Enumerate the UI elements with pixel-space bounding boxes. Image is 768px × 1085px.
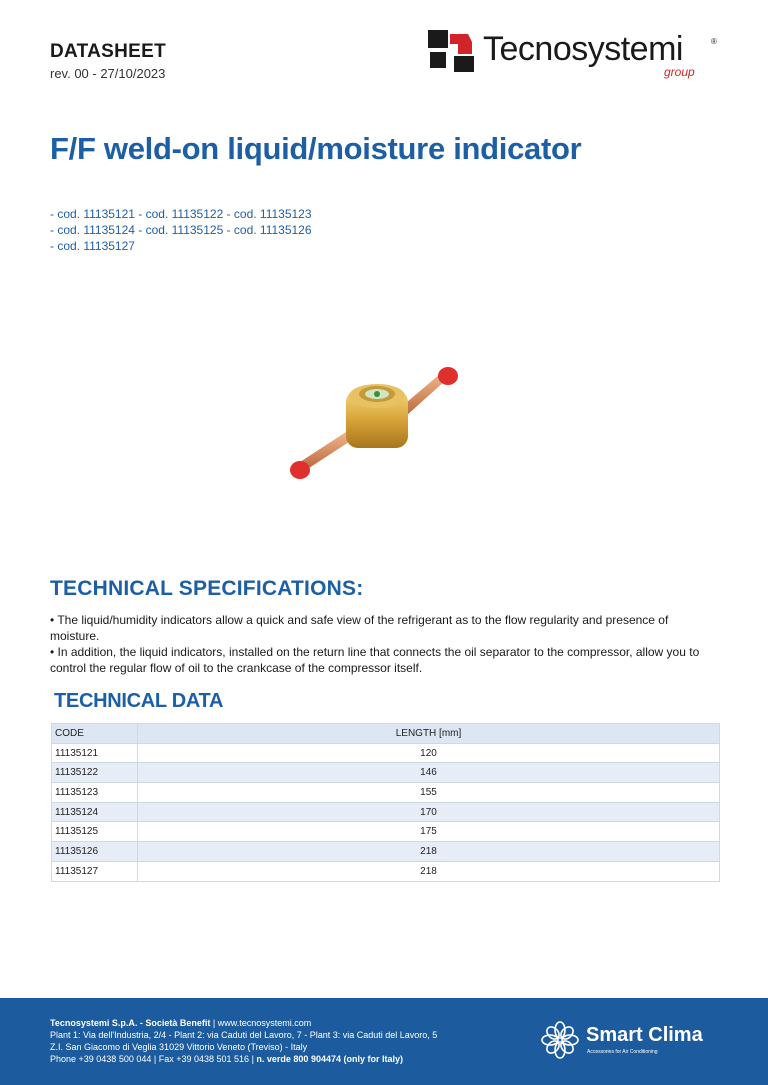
code-cell: 11135126 <box>52 842 138 862</box>
table-row <box>52 802 720 822</box>
smart-clima-logo <box>540 1020 730 1060</box>
green-number: n. verde 800 904474 (only for Italy) <box>256 1054 403 1064</box>
table-row <box>52 822 720 842</box>
code-cell: 11135123 <box>52 783 138 803</box>
specification-bullet: • The liquid/humidity indicators allow a quick and safe view of the refrigerant as to the flow regularity and presence of moisture. <box>50 613 669 643</box>
specification-bullet: • In addition, the liquid indicators, installed on the return line that connects the oil separator to the compressor, allow you to control the regular flow of oil to the crankcase of the compressor itself. <box>50 645 700 675</box>
code-cell: 11135121 <box>52 743 138 763</box>
fax-number: Fax +39 0438 501 516 <box>158 1054 250 1064</box>
product-codes-line: - cod. 11135124 - cod. 11135125 - cod. 11135126 <box>50 223 312 237</box>
code-cell: 11135124 <box>52 802 138 822</box>
company-name: Tecnosystemi S.p.A. - Società Benefit <box>50 1018 211 1028</box>
length-cell: 170 <box>138 802 720 822</box>
page-title: F/F weld-on liquid/moisture indicator <box>50 131 582 166</box>
technical-data-heading: TECHNICAL DATA <box>54 690 224 712</box>
code-cell: 11135127 <box>52 861 138 881</box>
table-row <box>52 763 720 783</box>
code-cell: 11135122 <box>52 763 138 783</box>
length-cell: 120 <box>138 743 720 763</box>
smart-clima-wordmark: Smart Clima <box>586 1024 703 1046</box>
logo-wordmark: Tecnosystemi <box>483 30 683 68</box>
smart-clima-tagline: Accessories for Air Conditioning <box>587 1049 658 1055</box>
tecnosystemi-mark-icon <box>428 30 476 74</box>
length-cell: 218 <box>138 842 720 862</box>
table-row <box>52 842 720 862</box>
logo-group-label: group <box>664 65 695 79</box>
table-row <box>52 861 720 881</box>
footer-separator: | <box>212 1018 218 1028</box>
length-cell: 155 <box>138 783 720 803</box>
table-row <box>52 743 720 763</box>
column-header-code: CODE <box>52 724 138 744</box>
product-codes-line: - cod. 11135121 - cod. 11135122 - cod. 11135123 <box>50 207 312 221</box>
table-header-row <box>52 724 720 744</box>
product-codes-line: - cod. 11135127 <box>50 239 135 253</box>
length-cell: 146 <box>138 763 720 783</box>
table-row <box>52 783 720 803</box>
column-header-length: LENGTH [mm] <box>138 724 720 744</box>
logo-registered-mark: ® <box>711 37 717 46</box>
plant-addresses: Plant 1: Via dell'Industria, 2/4 - Plant 2: via Caduti del Lavoro, 7 - Plant 3: via Caduti del Lavoro, 5 <box>50 1030 438 1040</box>
address-line: Z.I. San Giacomo di Veglia 31029 Vittorio Veneto (Treviso) - Italy <box>50 1042 308 1052</box>
smart-clima-flower-icon <box>540 1020 580 1060</box>
footer-separator: | <box>251 1054 257 1064</box>
length-cell: 218 <box>138 861 720 881</box>
website-link[interactable]: www.tecnosystemi.com <box>217 1018 312 1028</box>
product-image <box>280 360 470 490</box>
code-cell: 11135125 <box>52 822 138 842</box>
phone-number: Phone +39 0438 500 044 <box>50 1054 152 1064</box>
document-type: DATASHEET <box>50 41 166 62</box>
footer-separator: | <box>153 1054 159 1064</box>
tecnosystemi-logo <box>428 28 728 88</box>
specifications-heading: TECHNICAL SPECIFICATIONS: <box>50 577 364 600</box>
technical-data-table <box>51 723 720 882</box>
length-cell: 175 <box>138 822 720 842</box>
footer <box>0 998 768 1085</box>
revision-date: rev. 00 - 27/10/2023 <box>50 66 166 81</box>
